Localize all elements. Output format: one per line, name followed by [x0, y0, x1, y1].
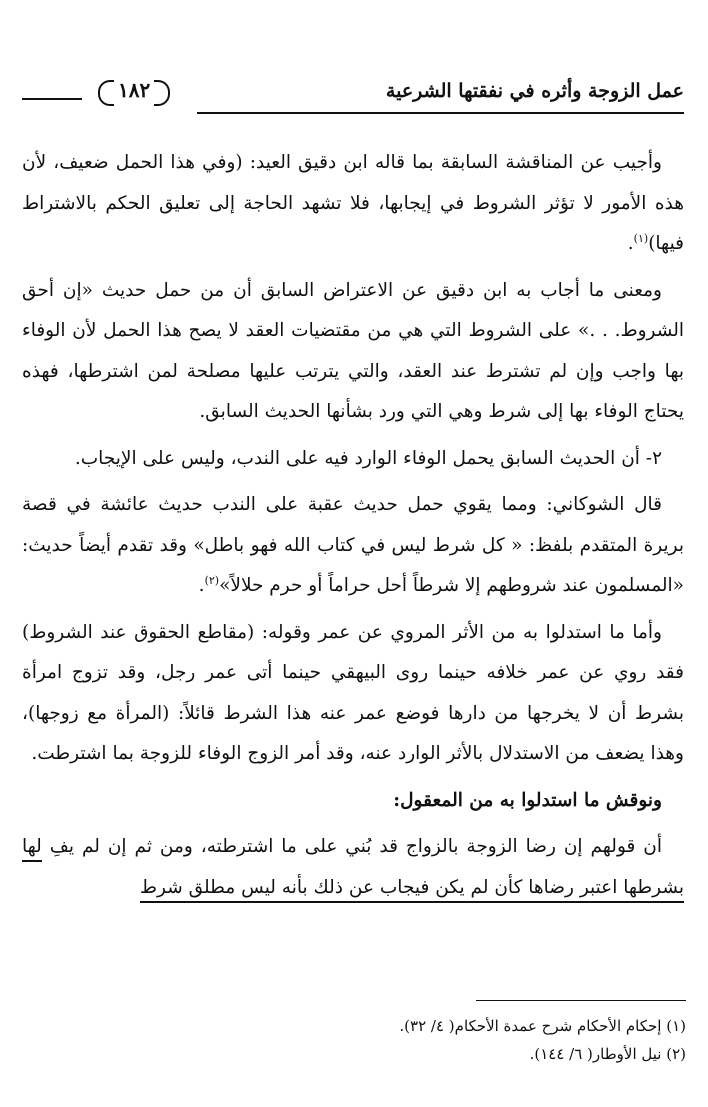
page-header: [22, 78, 684, 118]
page-number: ١٨٢: [100, 78, 168, 102]
header-rule: [197, 112, 684, 114]
footnote-1: (١) إحكام الأحكام شرح عمدة الأحكام( ٤/ ٣٢).: [399, 1017, 686, 1035]
paragraph-4: قال الشوكاني: ومما يقوي حمل حديث عقبة على الندب حديث عائشة في قصة بريرة المتقدم بلفظ: « كل شرط ليس في كتاب الله فهو باطل» وقد تقدم أيضاً حديث: «المسلمون عند شروطهم إلا شرطاً أحل حراماً أو حرم حلالاً»$^{(٢)}$.: [22, 494, 684, 596]
header-rule-left: [22, 98, 82, 100]
paragraph-6-line-1: أن قولهم إن رضا الزوجة بالزواج قد بُني على ما اشترطته، ومن ثم إن لم يفِ: [49, 836, 662, 857]
paragraph-3: ٢- أن الحديث السابق يحمل الوفاء الوارد فيه على الندب، وليس على الإيجاب.: [74, 447, 662, 469]
paragraph-1: وأجيب عن المناقشة السابقة بما قاله ابن دقيق العيد: (وفي هذا الحمل ضعيف، لأن هذه الأمور لا تؤثر الشروط في إيجابها، فلا تشهد الحاجة إلى تعليق الحكم بالاشتراط فيها)$^{(١)}$.: [22, 152, 684, 254]
footnotes: [24, 1012, 686, 1068]
paragraph-6: [22, 827, 684, 908]
running-title: عمل الزوجة وأثره في نفقتها الشرعية: [385, 80, 684, 102]
subheading: ونوقش ما استدلوا به من المعقول:: [393, 789, 662, 811]
footnote-divider: [476, 1000, 686, 1001]
paragraph-5: وأما ما استدلوا به من الأثر المروي عن عمر وقوله: (مقاطع الحقوق عند الشروط) فقد روي عن عمر خلافه حينما روى البيهقي حينما أتى عمر رجل، وقد تزوج امرأة بشرط أن لا يخرجها من دارها فوضع عمر عنه هذا الشرط قائلاً: (المرأة مع زوجها)، وهذا يضعف من الاستدلال بالأثر الوارد عنه، وقد أمر الزوج الوفاء للزوجة بما اشترطت.: [22, 621, 684, 764]
paragraph-6-line-2: لها بشرطها اعتبر رضاها كأن لم يكن فيجاب عن ذلك بأنه ليس مطلق شرط: [22, 836, 684, 903]
page-body: [22, 143, 684, 908]
paragraph-2: ومعنى ما أجاب به ابن دقيق عن الاعتراض السابق أن من حمل حديث «إن أحق الشروط. . .» على الشروط التي هي من مقتضيات العقد لا يصح هذا الحمل لأن الوفاء بها واجب وإن لم تشترط عند العقد، والتي يترتب عليها مصلحة لمن اشترطها، فهذه يحتاج الوفاء بها إلى شرط وهي التي ورد بشأنها الحديث السابق.: [22, 279, 684, 422]
footnote-2: (٢) نيل الأوطار( ٦/ ١٤٤).: [529, 1045, 686, 1063]
footnote-ref-2: (٢): [204, 573, 220, 587]
footnote-ref-1: (١): [633, 231, 649, 245]
